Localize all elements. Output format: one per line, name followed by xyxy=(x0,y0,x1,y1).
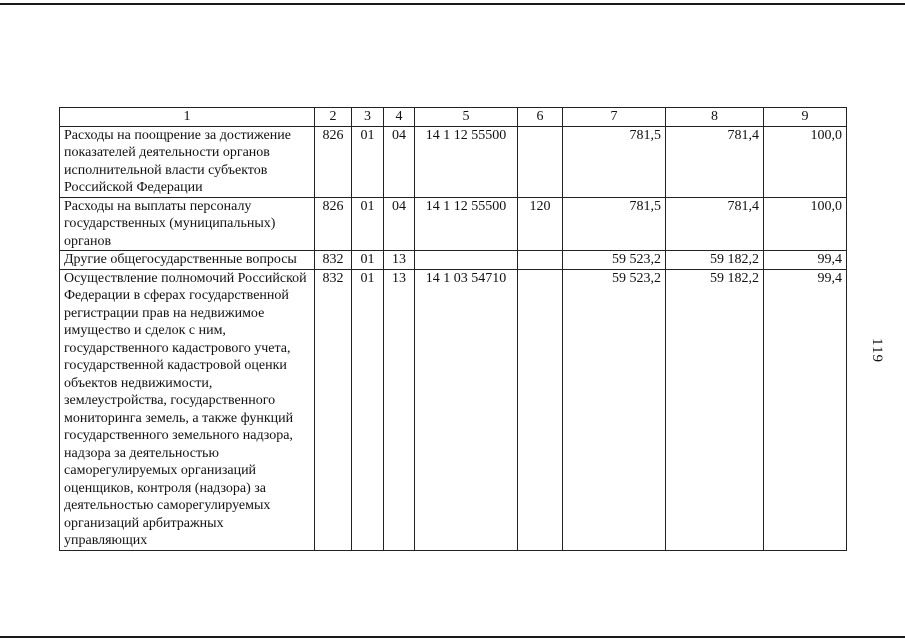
actual-amount: 59 182,2 xyxy=(666,269,764,550)
target-article-code: 14 1 12 55500 xyxy=(415,126,518,197)
expense-name: Осуществление полномочий Российской Федерации в сферах государственной регистрации прав на недвижимое имущество и сделок с ним, государственного кадастрового учета, государственной кадастровой оценки объектов недвижимости, землеустройства, государственного мониторинга земель, а также функций государственного земельного надзора, надзора за деятельностью саморегулируемых организаций оценщиков, контроля (надзора) за деятельностью саморегулируемых организаций арбитражных управляющих xyxy=(60,269,315,550)
column-header: 2 xyxy=(315,108,352,127)
section-code: 01 xyxy=(352,251,384,270)
actual-amount: 781,4 xyxy=(666,197,764,251)
subsection-code: 04 xyxy=(384,126,415,197)
expense-name: Расходы на поощрение за достижение показателей деятельности органов исполнительной власти субъектов Российской Федерации xyxy=(60,126,315,197)
expense-type-code xyxy=(518,251,563,270)
target-article-code: 14 1 03 54710 xyxy=(415,269,518,550)
subsection-code: 13 xyxy=(384,251,415,270)
expense-type-code: 120 xyxy=(518,197,563,251)
section-code: 01 xyxy=(352,126,384,197)
grbs-code: 832 xyxy=(315,269,352,550)
planned-amount: 59 523,2 xyxy=(563,269,666,550)
column-header: 3 xyxy=(352,108,384,127)
top-rule xyxy=(0,3,905,5)
column-header: 4 xyxy=(384,108,415,127)
table-row xyxy=(60,251,847,270)
column-header: 7 xyxy=(563,108,666,127)
execution-percent: 100,0 xyxy=(764,197,847,251)
table-row xyxy=(60,197,847,251)
actual-amount: 781,4 xyxy=(666,126,764,197)
execution-percent: 99,4 xyxy=(764,251,847,270)
target-article-code xyxy=(415,251,518,270)
subsection-code: 04 xyxy=(384,197,415,251)
expense-type-code xyxy=(518,269,563,550)
expense-type-code xyxy=(518,126,563,197)
grbs-code: 826 xyxy=(315,126,352,197)
grbs-code: 832 xyxy=(315,251,352,270)
table-row xyxy=(60,269,847,550)
budget-table xyxy=(59,107,847,551)
bottom-rule xyxy=(0,636,905,638)
execution-percent: 99,4 xyxy=(764,269,847,550)
expense-name: Другие общегосударственные вопросы xyxy=(60,251,315,270)
planned-amount: 781,5 xyxy=(563,126,666,197)
grbs-code: 826 xyxy=(315,197,352,251)
column-header: 9 xyxy=(764,108,847,127)
column-header: 6 xyxy=(518,108,563,127)
column-header: 1 xyxy=(60,108,315,127)
section-code: 01 xyxy=(352,269,384,550)
target-article-code: 14 1 12 55500 xyxy=(415,197,518,251)
table-row xyxy=(60,126,847,197)
section-code: 01 xyxy=(352,197,384,251)
expense-name: Расходы на выплаты персоналу государственных (муниципальных) органов xyxy=(60,197,315,251)
column-header: 8 xyxy=(666,108,764,127)
header-row xyxy=(60,108,847,127)
actual-amount: 59 182,2 xyxy=(666,251,764,270)
subsection-code: 13 xyxy=(384,269,415,550)
page-number: 119 xyxy=(868,338,885,363)
execution-percent: 100,0 xyxy=(764,126,847,197)
column-header: 5 xyxy=(415,108,518,127)
planned-amount: 781,5 xyxy=(563,197,666,251)
planned-amount: 59 523,2 xyxy=(563,251,666,270)
